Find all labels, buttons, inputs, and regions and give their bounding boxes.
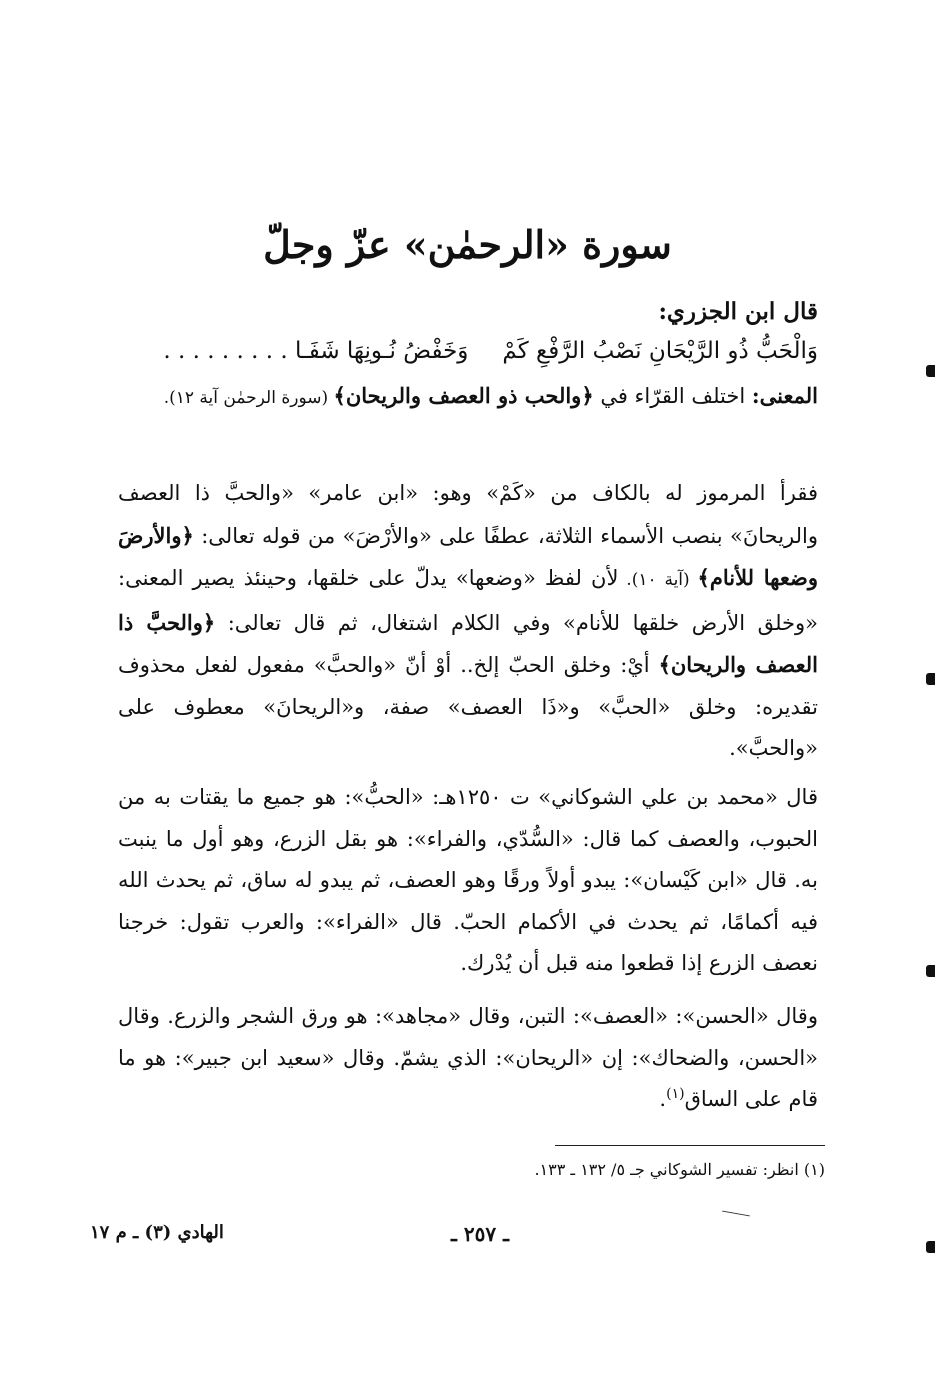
footnote-divider [555,1145,825,1146]
meaning-text: اختلف القرّاء في [593,384,752,408]
page-number: ـ ٢٥٧ ـ [451,1222,509,1246]
paragraph-2-text: قال «محمد بن علي الشوكاني» ت ١٢٥٠هـ: «الحبُّ»: هو جميع ما يقتات به من الحبوب، والعصف كما قال: «السُّدّي، والفراء»: هو بقل الزرع، وهو أول ما ينبت به. قال «ابن كَيْسان»: يبدو أولاً ورقًا وهو العصف، ثم يبدو له ساق، ثم يحدث الله فيه أكمامًا، ثم يحدث في الأكمام الحبّ. قال «الفراء»: والعرب تقول: خرجنا نعصف الزرع إذا قطعوا منه قبل أن يُدْرك. [118,785,818,975]
page-title: سورة «الرحمٰن» عزّ وجلّ [263,222,672,267]
verse-second-half: وَخَفْضُ نُـونِهَا شَفَـا . . . . . . . . . [163,338,469,364]
author-line: قال ابن الجزري: [658,298,818,325]
verse-reference-1: (آية ١٠). [618,570,698,590]
paragraph-2 [118,777,818,985]
paragraph-1-part-b: لأن لفظ «وضعها» يدلّ على خلقها، وحينئذ يصير المعنى: «وخلق الأرض خلقها للأنام» وفي الكلام اشتغال، ثم قال تعالى: [118,566,819,635]
paragraph-1-part-c: أيْ: وخلق الحبّ إلخ.. أوْ أنّ «والحبَّ» مفعول لفعل محذوف تقديره: وخلق «الحبَّ» و«ذَا العصف» صفة، و«الريحانَ» معطوف على «والحبَّ». [118,653,818,760]
paragraph-1-part-a: فقرأ المرموز له بالكاف من «كَمْ» وهو: «ابن عامر» «والحبَّ ذا العصف والريحانَ» بنصب الأسماء الثلاثة، عطفًا على «والأرْضَ» من قوله تعالى: [118,481,818,548]
margin-mark [926,1241,935,1253]
poem-verse [118,330,818,372]
margin-mark [926,365,935,377]
margin-mark [926,673,935,685]
paragraph-3-end: . [659,1087,667,1111]
paragraph-3 [118,996,818,1121]
stray-mark [722,1211,750,1217]
footnote: (١) انظر: تفسير الشوكاني جـ ٥/ ١٣٢ ـ ١٣٣. [534,1160,825,1179]
margin-mark [926,965,935,977]
quran-quote-1: ﴿والأرضَ وضعها للأنام﴾ [118,522,818,590]
quran-quote-2: ﴿والحبَّ ذا العصف والريحان﴾ [118,609,818,677]
meaning-label: المعنى: [751,383,818,408]
meaning-paragraph [118,375,818,420]
paragraph-3-text: وقال «الحسن»: «العصف»: التبن، وقال «مجاهد»: هو ورق الشجر والزرع. وقال «الحسن، والضحاك»: إن «الريحان»: الذي يشمّ. وقال «سعيد ابن جبير»: هو ما قام على الساق [118,1004,818,1111]
quran-quote: ﴿والحب ذو العصف والريحان﴾ [333,383,594,408]
footnote-marker: (١) [666,1086,685,1102]
running-head: الهادي (٣) ـ م ١٧ [90,1222,224,1243]
verse-reference: (سورة الرحمٰن آية ١٢). [163,388,334,408]
paragraph-1 [118,473,818,770]
verse-first-half: وَالْحَبُّ ذُو الرَّيْحَانِ نَصْبُ الرَّفْعِ كَمْ [502,338,818,364]
